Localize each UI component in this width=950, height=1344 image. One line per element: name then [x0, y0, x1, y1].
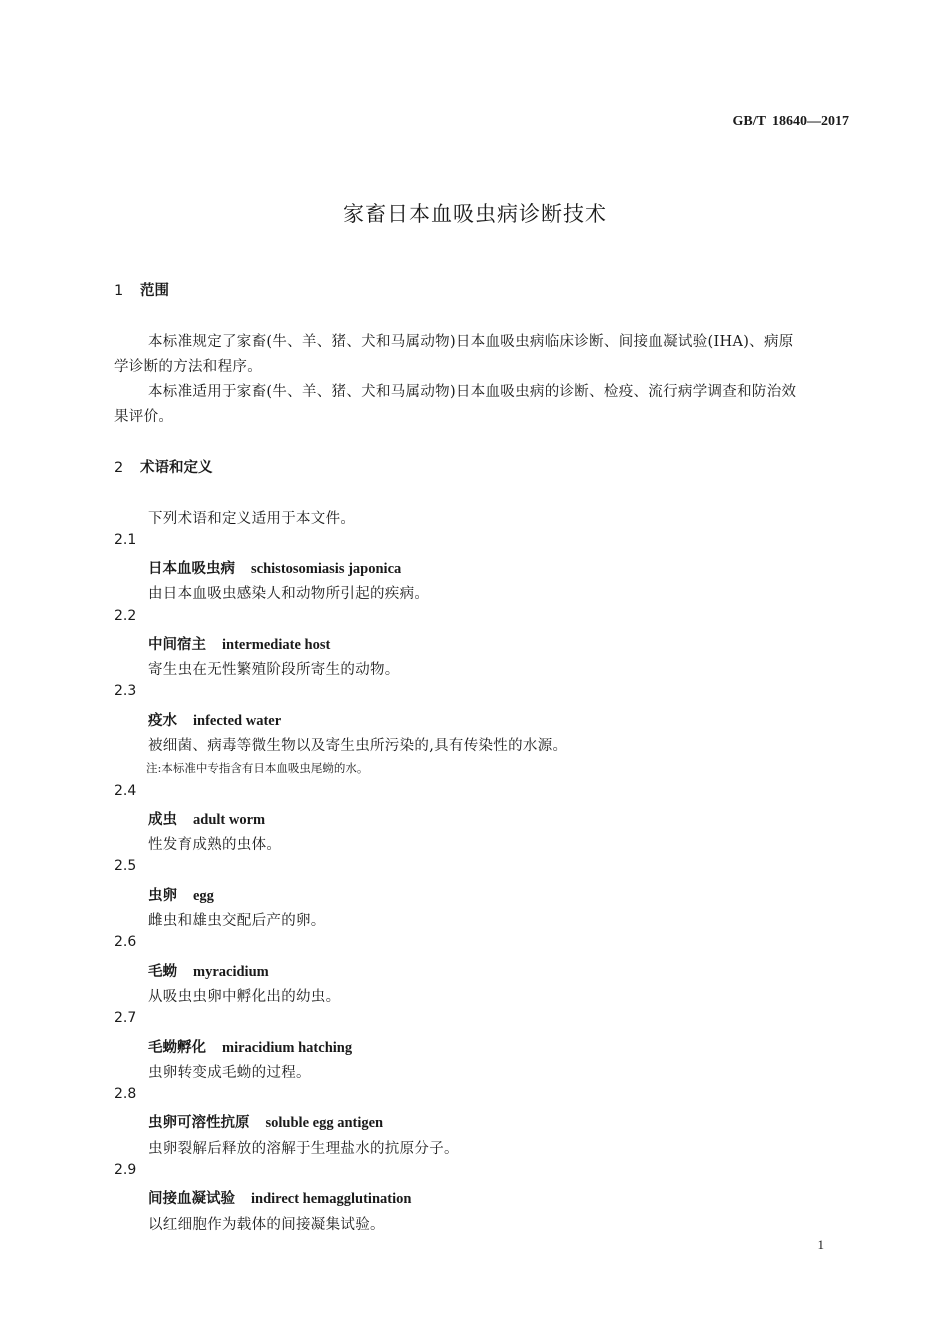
page-number: 1	[817, 1237, 824, 1252]
scope-para-1-line-2: 学诊断的方法和程序。	[114, 359, 262, 375]
term-heading	[148, 808, 265, 829]
term-number: 2.1	[114, 532, 137, 548]
term-zh: 间接血凝试验	[148, 1191, 235, 1207]
term-heading	[148, 557, 401, 578]
scope-para-2-line-2: 果评价。	[114, 409, 174, 425]
section-2-title: 术语和定义	[140, 460, 213, 476]
term-zh: 虫卵可溶性抗原	[148, 1115, 250, 1131]
term-definition: 以红细胞作为载体的间接凝集试验。	[148, 1217, 385, 1233]
term-zh: 疫水	[148, 713, 177, 729]
term-definition: 寄生虫在无性繁殖阶段所寄生的动物。	[148, 662, 400, 678]
term-heading	[148, 1036, 352, 1057]
term-number: 2.9	[114, 1162, 137, 1178]
term-definition: 由日本血吸虫感染人和动物所引起的疾病。	[148, 586, 430, 602]
term-heading	[148, 960, 269, 981]
term-en: intermediate host	[222, 637, 331, 653]
term-en: indirect hemagglutination	[251, 1191, 412, 1207]
term-number: 2.6	[114, 934, 137, 950]
term-number: 2.5	[114, 858, 137, 874]
term-en: infected water	[193, 713, 282, 729]
section-1-title: 范围	[140, 283, 169, 299]
term-definition: 被细菌、病毒等微生物以及寄生虫所污染的,具有传染性的水源。	[148, 738, 568, 754]
scope-para-1-line-1: 本标准规定了家畜(牛、羊、猪、犬和马属动物)日本血吸虫病临床诊断、间接血凝试验(IHA)、病原	[148, 334, 794, 350]
term-heading	[148, 1187, 411, 1208]
term-definition: 虫卵转变成毛蚴的过程。	[148, 1065, 311, 1081]
term-en: egg	[193, 888, 214, 904]
term-en: myracidium	[193, 964, 269, 980]
standard-code	[733, 114, 849, 130]
term-en: schistosomiasis japonica	[251, 561, 402, 577]
document-title: 家畜日本血吸虫病诊断技术	[343, 202, 607, 226]
scope-para-2-line-1: 本标准适用于家畜(牛、羊、猪、犬和马属动物)日本血吸虫病的诊断、检疫、流行病学调查和防治效	[148, 384, 797, 400]
term-zh: 中间宿主	[148, 637, 206, 653]
term-heading	[148, 1111, 383, 1132]
term-definition: 雌虫和雄虫交配后产的卵。	[148, 913, 326, 929]
standard-number: 18640—2017	[772, 114, 849, 129]
terms-intro: 下列术语和定义适用于本文件。	[148, 511, 356, 527]
term-definition: 性发育成熟的虫体。	[148, 837, 282, 853]
term-zh: 日本血吸虫病	[148, 561, 235, 577]
term-heading	[148, 884, 214, 905]
term-definition: 从吸虫虫卵中孵化出的幼虫。	[148, 989, 341, 1005]
term-number: 2.7	[114, 1010, 137, 1026]
term-number: 2.4	[114, 783, 137, 799]
section-1-number: 1	[114, 283, 124, 299]
term-heading	[148, 633, 330, 654]
term-en: soluble egg antigen	[265, 1115, 384, 1131]
term-heading	[148, 709, 281, 730]
section-1-heading	[114, 279, 169, 300]
term-en: miracidium hatching	[222, 1040, 353, 1056]
term-number: 2.3	[114, 683, 137, 699]
term-zh: 虫卵	[148, 888, 177, 904]
term-en: adult worm	[193, 812, 266, 828]
term-note: 注:本标准中专指含有日本血吸虫尾蚴的水。	[146, 761, 369, 775]
term-zh: 毛蚴孵化	[148, 1040, 206, 1056]
section-2-number: 2	[114, 460, 124, 476]
section-2-heading	[114, 456, 213, 477]
term-zh: 毛蚴	[148, 964, 177, 980]
term-definition: 虫卵裂解后释放的溶解于生理盐水的抗原分子。	[148, 1141, 459, 1157]
term-number: 2.8	[114, 1086, 137, 1102]
term-number: 2.2	[114, 608, 137, 624]
term-zh: 成虫	[148, 812, 177, 828]
standard-prefix: GB/T	[732, 114, 766, 129]
